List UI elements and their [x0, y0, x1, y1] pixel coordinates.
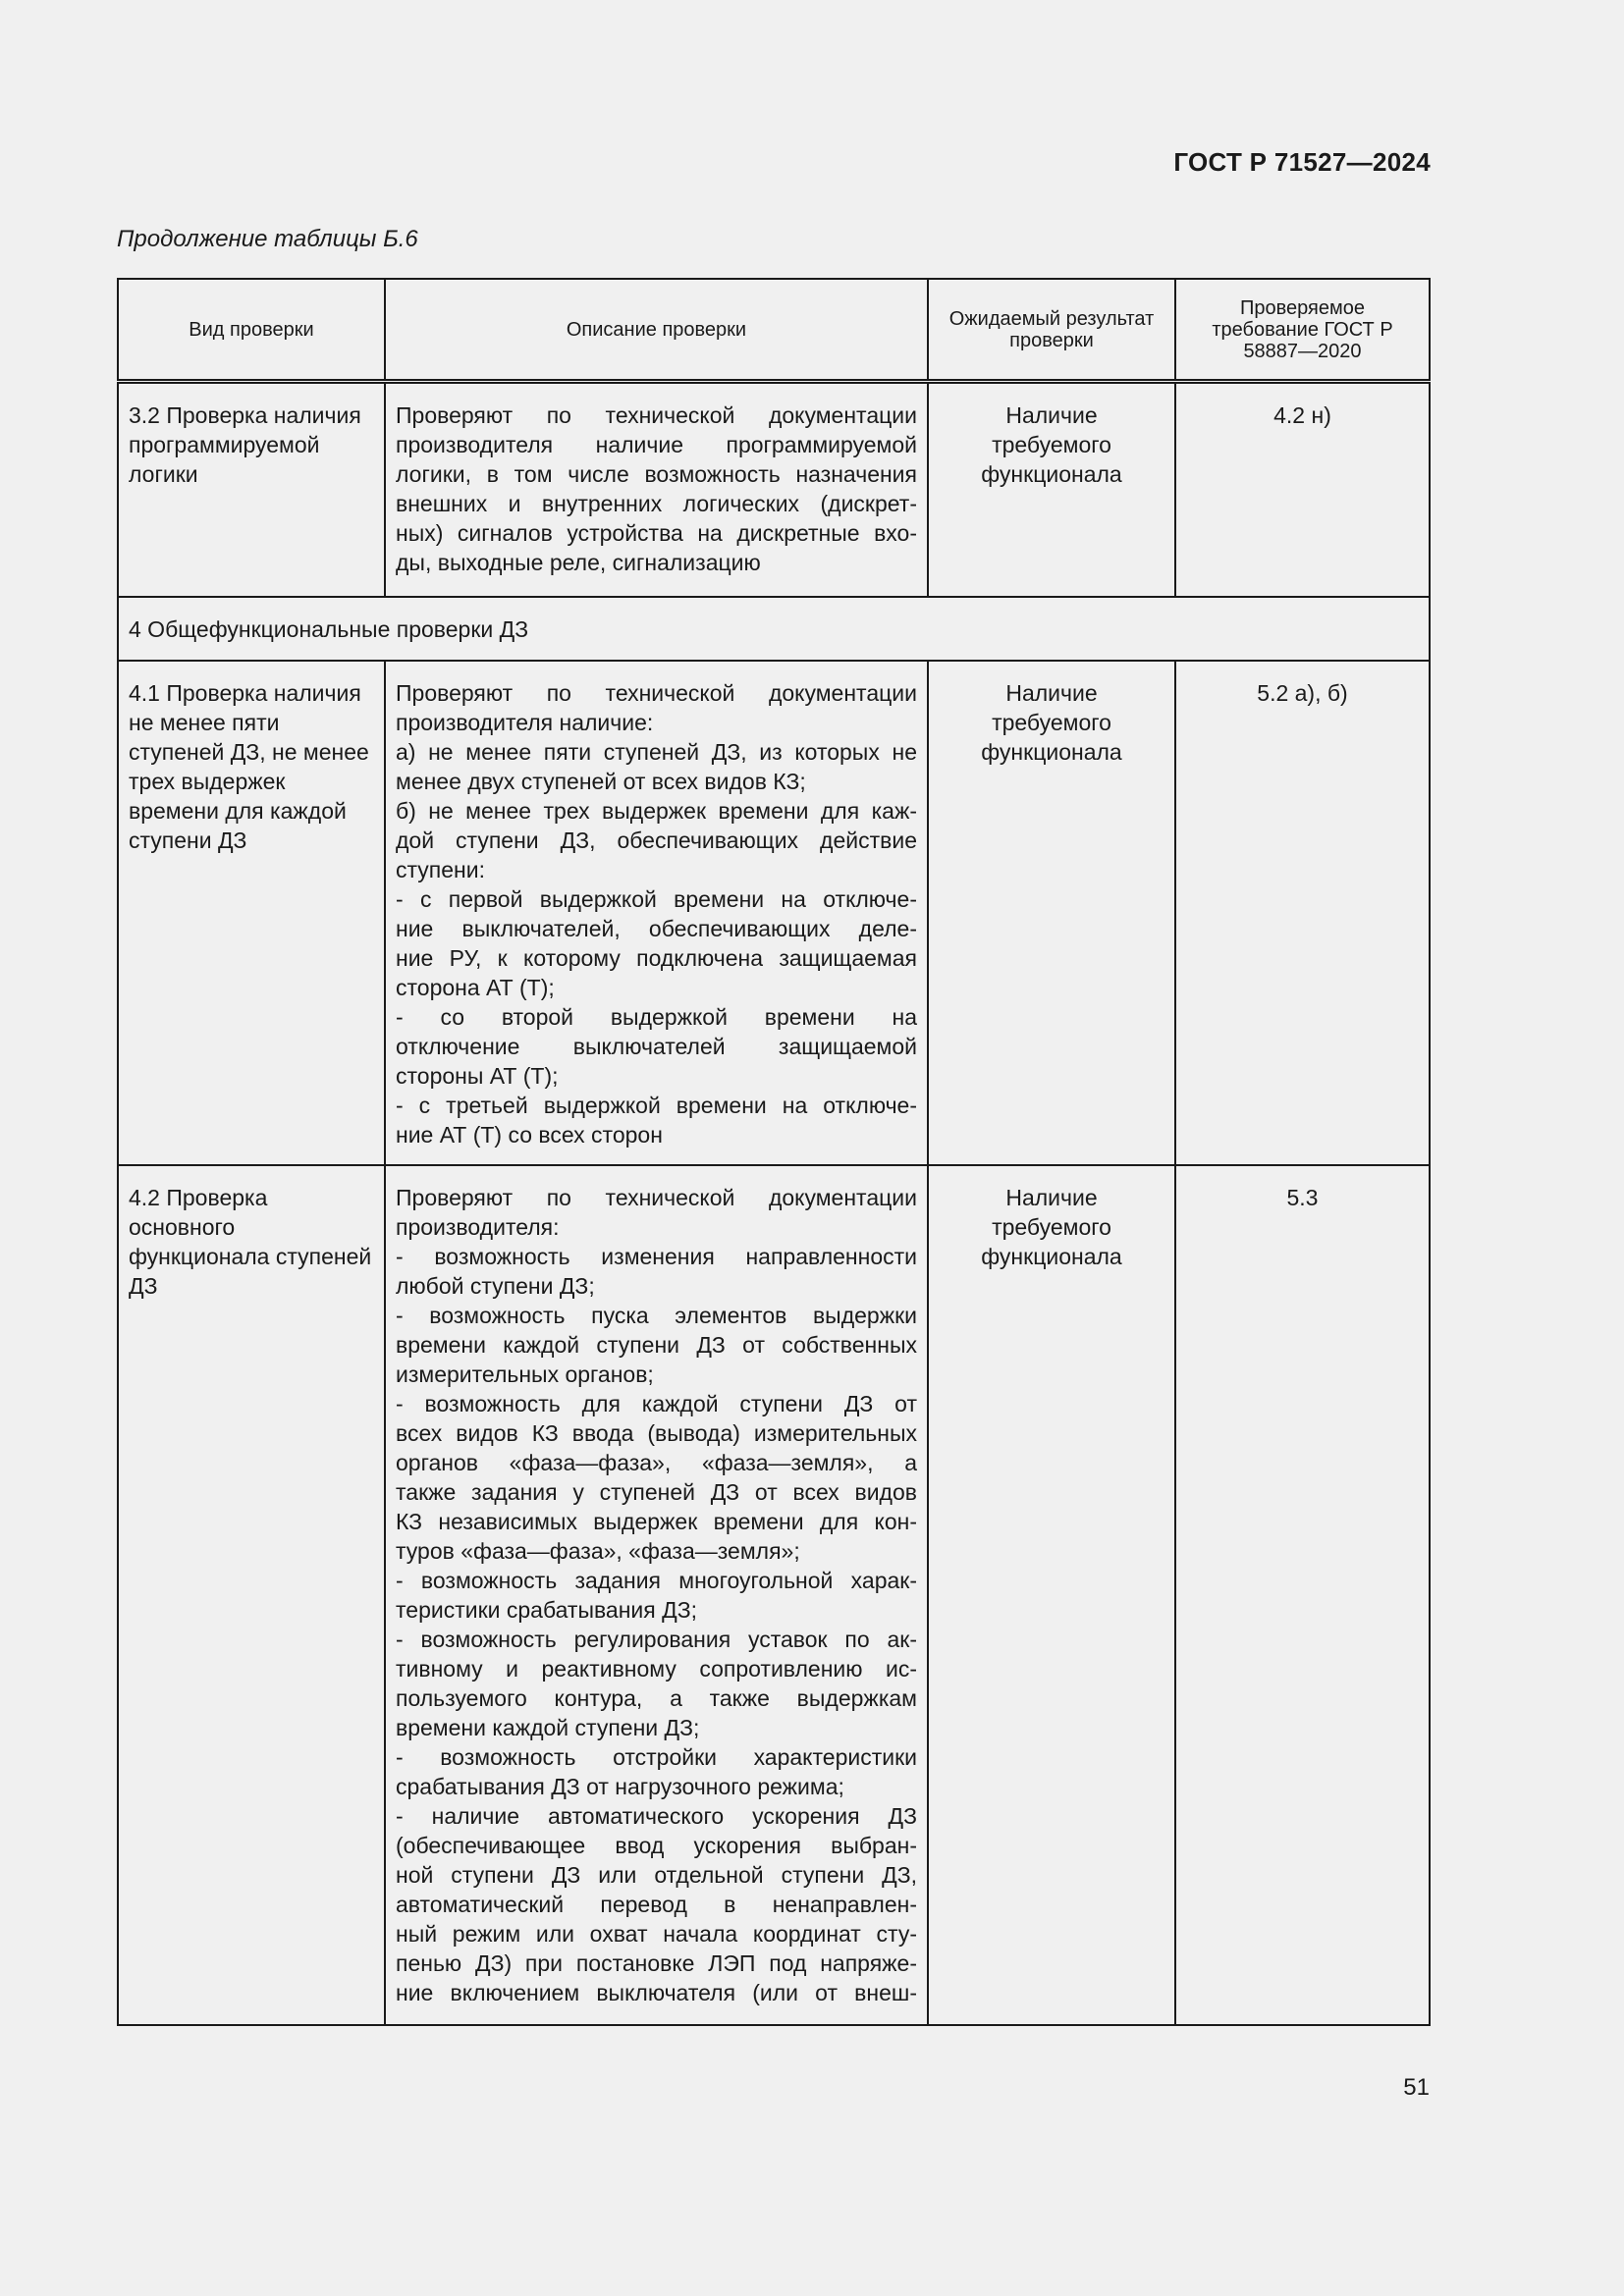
column-header-check-type: Вид проверки — [118, 279, 385, 382]
requirement-cell: 5.3 — [1175, 1165, 1430, 2025]
table-row — [118, 1165, 1430, 2025]
description-text: Проверяют по технической документации производителя наличие программируемой логики, в том числе возможность назначения внешних и внутренних логических (дискрет- ных) сигналов устройства на дискретные вхо- ды, выходные реле, сигнализацию — [396, 402, 917, 575]
document-id: ГОСТ Р 71527—2024 — [1173, 147, 1431, 177]
expected-result-cell: Наличие требуемого функционала — [928, 661, 1175, 1165]
check-type-cell: 3.2 Проверка наличия программируемой логики — [118, 382, 385, 597]
section-cell: 4 Общефункциональные проверки ДЗ — [118, 597, 1430, 661]
column-header-expected-result: Ожидаемый результат проверки — [928, 279, 1175, 382]
table-row — [118, 382, 1430, 597]
requirement-cell: 4.2 н) — [1175, 382, 1430, 597]
expected-result-cell: Наличие требуемого функционала — [928, 382, 1175, 597]
table-header-row — [118, 279, 1430, 382]
description-text: Проверяют по технической документации производителя: - возможность изменения направленности любой ступени ДЗ; - возможность пуска элементов выдержки времени каждой ступени ДЗ от собственных измерительных органов; - возможность для каждой ступени ДЗ от всех видов КЗ ввода (вывода) измерительных органов «фаза—фаза», «фаза—земля», а также задания у ступеней ДЗ от всех видов КЗ независимых выдержек времени для кон- туров «фаза—фаза», «фаза—земля»; - возможность задания многоугольной харак- теристики срабатывания ДЗ; - возможность регулирования уставок по ак- тивному и реактивному сопротивлению ис- пользуемого контура, а также выдержкам времени каждой ступени ДЗ; - возможность отстройки характеристики срабатывания ДЗ от нагрузочного режима; - наличие автоматического ускорения ДЗ (обеспечивающее ввод ускорения выбран- ной ступени ДЗ или отдельной ступени ДЗ, автоматический перевод в ненаправлен- ный режим или охват начала координат сту- пенью ДЗ) при постановке ЛЭП под напряже- ние включением выключателя (или от внеш- — [396, 1184, 917, 2005]
description-cell — [385, 382, 928, 597]
expected-result-cell: Наличие требуемого функционала — [928, 1165, 1175, 2025]
column-header-requirement: Проверяемое требование ГОСТ Р 58887—2020 — [1175, 279, 1430, 382]
description-cell — [385, 661, 928, 1165]
table-row — [118, 661, 1430, 1165]
check-type-cell: 4.1 Проверка наличия не менее пяти ступеней ДЗ, не менее трех выдержек времени для каждой ступени ДЗ — [118, 661, 385, 1165]
requirement-cell: 5.2 а), б) — [1175, 661, 1430, 1165]
description-cell — [385, 1165, 928, 2025]
description-text: Проверяют по технической документации производителя наличие: а) не менее пяти ступеней ДЗ, из которых не менее двух ступеней от всех видов КЗ; б) не менее трех выдержек времени для каж- дой ступени ДЗ, обеспечивающих действие ступени: - с первой выдержкой времени на отключе- ние выключателей, обеспечивающих деле- ние РУ, к которому подключена защищаемая сторона АТ (Т); - со второй выдержкой времени на отключение выключателей защищаемой стороны АТ (Т); - с третьей выдержкой времени на отключе- ние АТ (Т) со всех сторон — [396, 679, 917, 1148]
table-caption: Продолжение таблицы Б.6 — [117, 226, 418, 252]
column-header-description: Описание проверки — [385, 279, 928, 382]
section-row — [118, 597, 1430, 661]
check-type-cell: 4.2 Проверка основного функционала ступеней ДЗ — [118, 1165, 385, 2025]
page-number: 51 — [1403, 2074, 1430, 2101]
requirements-table — [117, 278, 1431, 2026]
